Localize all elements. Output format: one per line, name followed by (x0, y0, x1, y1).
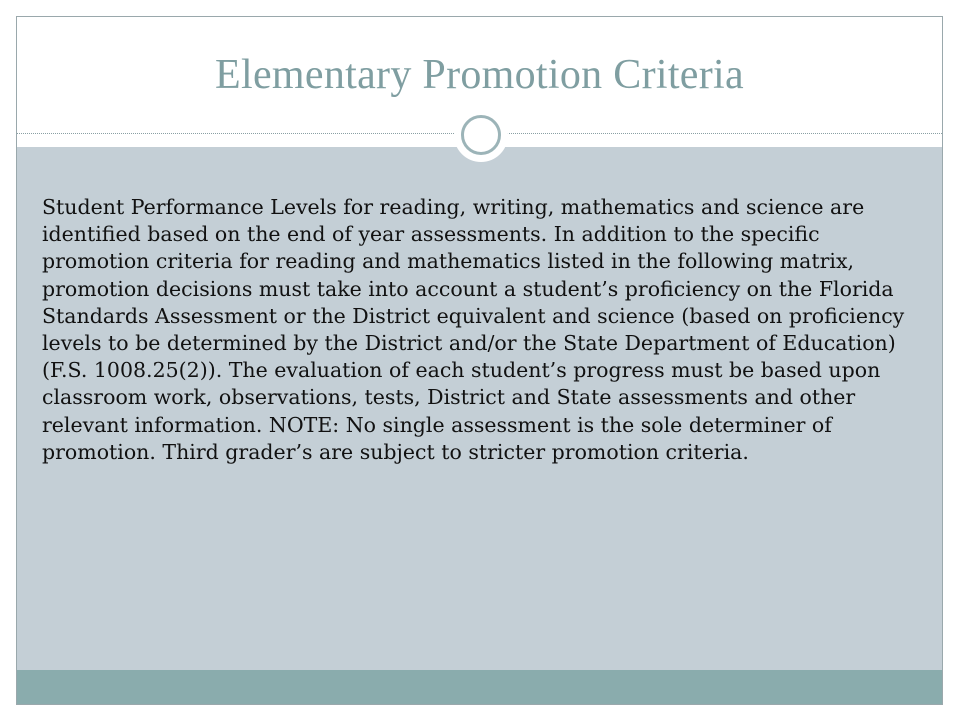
circle-ornament-icon (461, 115, 501, 155)
bottom-band (17, 670, 942, 704)
body-paragraph: Student Performance Levels for reading, writing, mathematics and science are identified based on the end of year assessments. In addition to the specific promotion criteria for reading and mathematics listed in the following matrix, promotion decisions must take into account a student’s proficiency on the Florida Standards Assessment or the District equivalent and science (based on proficiency levels to be determined by the District and/or the State Department of Education) (F.S. 1008.25(2)). The evaluation of each student’s progress must be based upon classroom work, observations, tests, District and State assessments and other relevant information. NOTE: No single assessment is the sole determiner of promotion. Third grader’s are subject to stricter promotion criteria. (42, 195, 905, 464)
slide-title: Elementary Promotion Criteria (215, 52, 744, 98)
